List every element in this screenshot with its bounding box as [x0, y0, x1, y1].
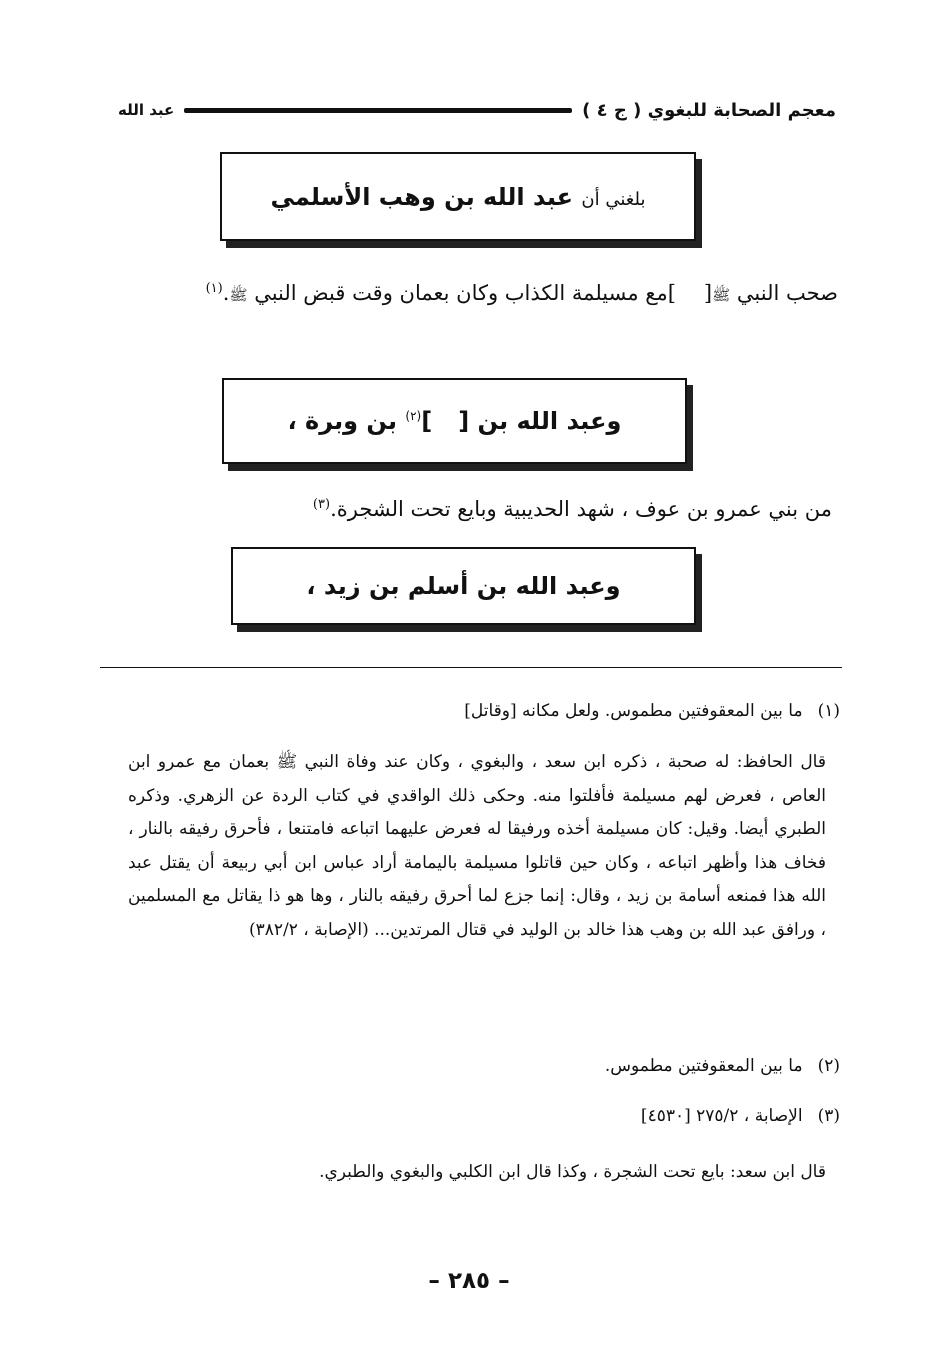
footnote-2 [130, 1053, 840, 1079]
footnote-ref-2: (٢) [405, 409, 422, 423]
entry-prefix: بلغني أن [581, 188, 646, 210]
entry-heading-wabra: وعبد الله بن []$^{(٢)}$ بن وبرة ، [222, 378, 687, 464]
entry-body-wahb: صحب النبي ﷺ[]مع مسيلمة الكذاب وكان بعمان وقت قبض النبي ﷺ.$^{(١)}$ [205, 281, 838, 305]
header-rule [184, 108, 572, 113]
salutation-symbol: ﷺ [712, 286, 731, 304]
salutation-symbol: ﷺ [229, 286, 248, 304]
footnote-number: (٣) [817, 1106, 840, 1126]
footnote-text: الإصابة ، ٢٧٥/٢ [٤٥٣٠] [640, 1106, 803, 1126]
footnote-ref-3: (٣) [312, 497, 331, 512]
entry-name: عبد الله بن وهب الأسلمي [270, 182, 574, 211]
footnote-text: ما بين المعقوفتين مطموس. ولعل مكانه [وقاتل] [464, 701, 803, 721]
entry-heading-aslam [231, 547, 696, 625]
footnote-3 [130, 1103, 840, 1129]
entry-heading-wahb [220, 152, 696, 241]
section-title: عبد الله [118, 101, 175, 119]
footnote-text: ما بين المعقوفتين مطموس. [604, 1056, 803, 1076]
footnote-number: (٢) [817, 1056, 840, 1076]
footnote-number: (١) [817, 701, 840, 721]
footnote-1-commentary: قال الحافظ: له صحبة ، ذكره ابن سعد ، والبغوي ، وكان عند وفاة النبي ﷺ بعمان مع عمرو ابن العاص ، فعرض لهم مسيلمة فأفلتوا منه. وحكى ذلك الواقدي في كتاب الردة عن الزهري. وذكره الطبري أيضا. وقيل: كان مسيلمة أخذه ورفيقا له فعرض عليهما اتباعه فامتنعا ، فأحرق رفيقه بالنار ، فخاف هذا وأظهر اتباعه ، وكان حين قاتلوا مسيلمة باليمامة أراد عباس ابن أبي ربيعة أن يقتل عبد الله هذا فمنعه أسامة بن زيد ، وقال: إنما جزع لما أحرق رفيقه بالنار ، وها هو ذا يقاتل مع المسلمين ، ورافق عبد الله بن وهب هذا خالد بن الوليد في قتال المرتدين... (الإصابة ، ٣٨٢/٢) [128, 752, 826, 940]
page-number: – ٢٨٥ – [428, 1268, 510, 1294]
running-header [118, 96, 836, 124]
book-title: معجم الصحابة للبغوي ( ج ٤ ) [582, 99, 836, 121]
footnote-separator [100, 667, 842, 668]
entry-body-wabra: من بني عمرو بن عوف ، شهد الحديبية وبايع تحت الشجرة.$^{(٣)}$ [312, 497, 832, 521]
footnote-1 [130, 698, 840, 724]
footnote-3-commentary: قال ابن سعد: بايع تحت الشجرة ، وكذا قال ابن الكلبي والبغوي والطبري. [319, 1162, 826, 1182]
entry-name: وعبد الله بن أسلم بن زيد ، [306, 572, 621, 600]
footnote-ref-1: (١) [205, 281, 223, 296]
